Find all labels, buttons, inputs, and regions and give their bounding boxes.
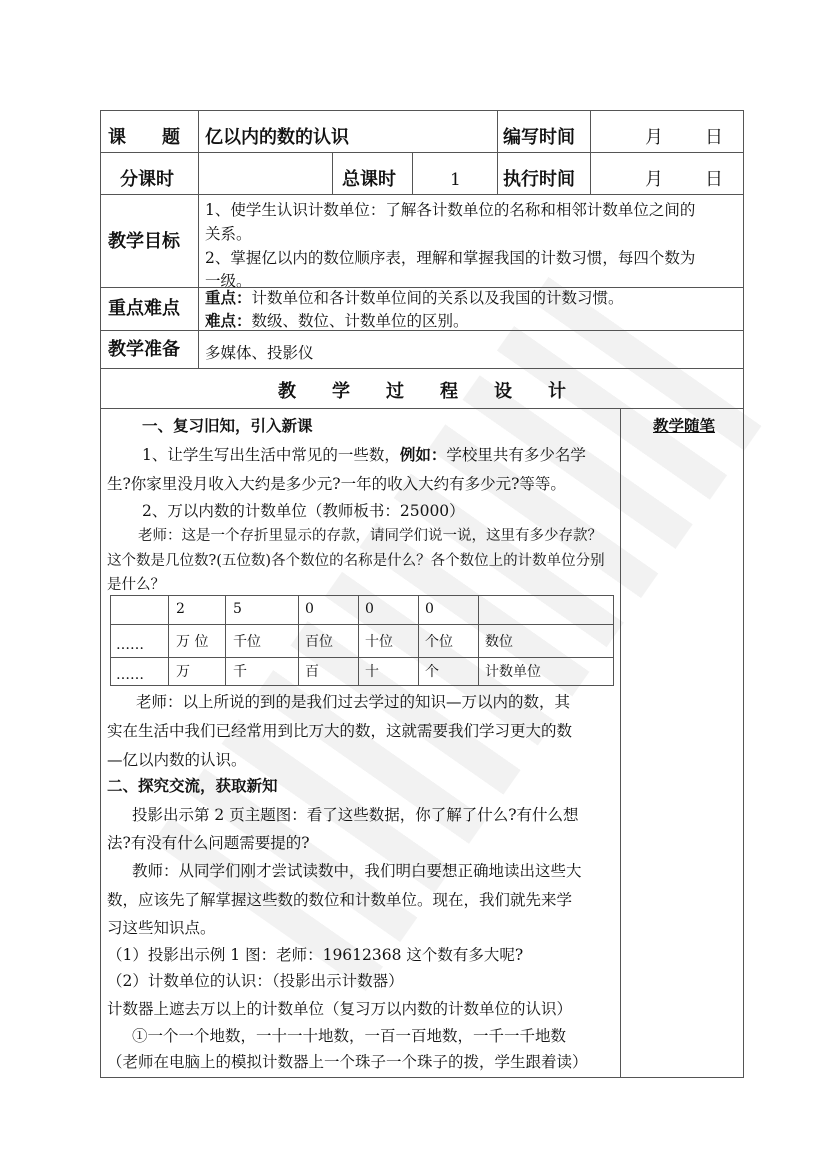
total-lesson-value: 1 (450, 170, 461, 190)
para-line (142, 445, 586, 465)
table-cell: 万 位 (176, 634, 209, 650)
table-cell: 0 (305, 601, 314, 617)
goal-line: 关系。 (205, 225, 252, 243)
difficult-text: 数级、数位、计数单位的区别。 (251, 312, 469, 330)
watermark (153, 269, 767, 992)
table-cell: 千位 (233, 634, 261, 650)
table-cell: 十位 (365, 634, 393, 650)
para-line: （老师在电脑上的模拟计数器上一个珠子一个珠子的拨，学生跟着读） (107, 1053, 588, 1071)
prep-label: 教学准备 (108, 339, 180, 360)
goals-label: 教学目标 (108, 231, 180, 252)
key-text: 计数单位和各计数单位间的关系以及我国的计数习惯。 (251, 289, 624, 307)
para-line: —亿以内数的认识。 (107, 751, 247, 769)
table-cell: 十 (365, 664, 379, 680)
table-cell: 万 (176, 664, 190, 680)
table-cell: 百位 (305, 634, 333, 650)
table-cell: 5 (233, 601, 242, 617)
para-line: 生?你家里没月收入大约是多少元?一年的收入大约有多少元?等等。 (107, 475, 566, 493)
para-line: ①一个一个地数，一十一十地数，一百一百地数，一千一千地数 (132, 1027, 567, 1045)
text-bold: 例如： (399, 446, 447, 464)
para-line: 教师：从同学们刚才尝试读数中，我们明白要想正确地读出这些大 (132, 862, 582, 880)
goal-line: 2、掌握亿以内的数位顺序表，理解和掌握我国的计数习惯，每四个数为 (205, 249, 696, 267)
table-cell: 个位 (425, 634, 453, 650)
text: 学校里共有多少名学 (446, 446, 586, 464)
total-lesson-label: 总课时 (342, 169, 396, 190)
key-label: 重点： (205, 289, 252, 307)
para-line: 老师：以上所说的到的是我们过去学过的知识—万以内的数，其 (136, 693, 571, 711)
para-line: 习这些知识点。 (107, 919, 216, 937)
para-line: 数，应该先了解掌握这些数的数位和计数单位。现在，我们就先来学 (107, 891, 573, 909)
para-line: （2）计数单位的认识：（投影出示计数器） (107, 972, 404, 990)
table-cell: 计数单位 (485, 664, 541, 680)
write-month: 月 (645, 127, 663, 148)
keypoints-label: 重点难点 (108, 298, 180, 319)
para-line: 2、万以内数的计数单位（教师板书：25000） (142, 502, 465, 520)
exec-month: 月 (645, 169, 663, 190)
prep-text: 多媒体、投影仪 (205, 344, 314, 362)
para-line: （1）投影出示例 1 图：老师：19612368 这个数有多大呢? (107, 946, 524, 964)
topic-label: 课 题 (108, 127, 180, 148)
table-cell: 百 (305, 664, 319, 680)
write-day: 日 (705, 127, 723, 148)
para-line: 是什么？ (107, 577, 165, 593)
key-point (205, 288, 624, 308)
table-cell: 千 (233, 664, 247, 680)
topic-title: 亿以内的数的认识 (205, 127, 349, 148)
section-1-title: 一、复习旧知，引入新课 (142, 417, 313, 435)
goal-line: 1、使学生认识计数单位：了解各计数单位的名称和相邻计数单位之间的 (205, 201, 696, 219)
table-cell: 个 (425, 664, 439, 680)
write-time-label: 编写时间 (503, 127, 575, 148)
para-line: 计数器上遮去万以上的计数单位（复习万以内数的计数单位的认识） (107, 1000, 573, 1018)
table-cell: 0 (365, 601, 374, 617)
table-cell: 0 (425, 601, 434, 617)
table-cell: …… (116, 637, 144, 653)
difficult-point (205, 311, 469, 331)
table-cell: …… (116, 667, 144, 683)
para-line: 投影出示第 2 页主题图：看了这些数据，你了解了什么?有什么想 (132, 806, 579, 824)
text: 1、让学生写出生活中常见的一些数， (142, 446, 400, 464)
para-line: 这个数是几位数?(五位数)各个数位的名称是什么？各个数位上的计数单位分别 (107, 553, 605, 569)
goal-line: 一级。 (205, 272, 252, 290)
table-cell: 2 (176, 601, 185, 617)
exec-day: 日 (705, 169, 723, 190)
difficult-label: 难点： (205, 312, 252, 330)
section-2-title: 二、探究交流，获取新知 (107, 777, 278, 795)
para-line: 法?有没有什么问题需要提的? (107, 834, 310, 852)
process-title: 教 学 过 程 设 计 (278, 381, 566, 402)
notes-label: 教学随笔 (653, 417, 716, 435)
table-cell: 数位 (485, 634, 513, 650)
exec-time-label: 执行时间 (503, 169, 575, 190)
sub-lesson-label: 分课时 (120, 169, 174, 190)
para-line: 实在生活中我们已经常用到比万大的数，这就需要我们学习更大的数 (107, 722, 573, 740)
para-line: 老师：这是一个存折里显示的存款，请同学们说一说，这里有多少存款？ (138, 528, 602, 544)
